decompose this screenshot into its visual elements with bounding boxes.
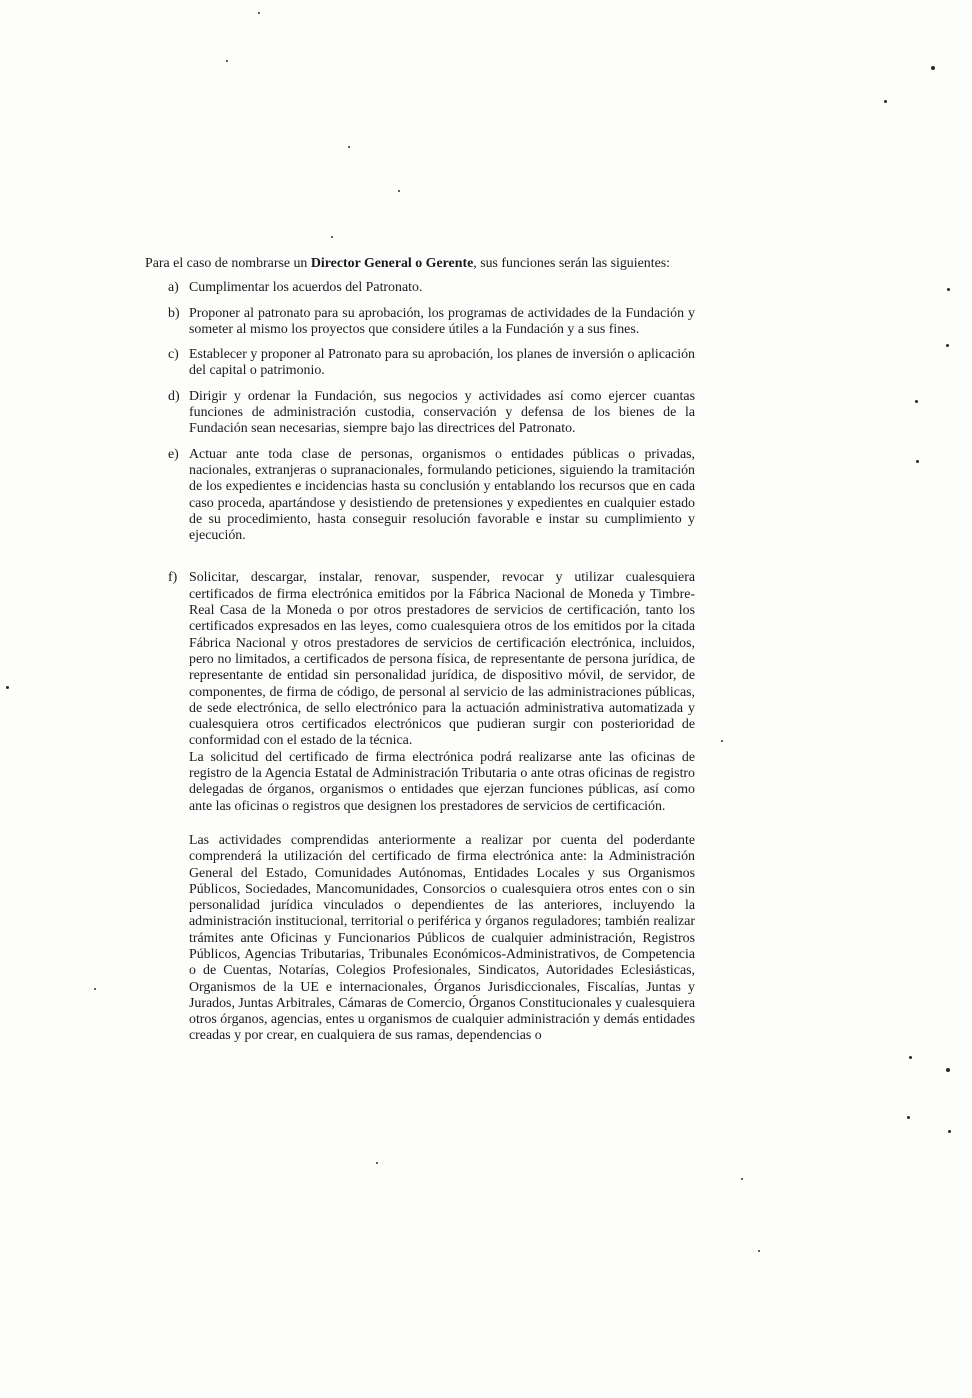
document-body	[145, 256, 695, 1045]
scan-speck	[931, 66, 935, 70]
scan-speck	[6, 686, 9, 689]
intro-paragraph	[145, 256, 695, 272]
list-item-text: Establecer y proponer al Patronato para su aprobación, los planes de inversión o aplicación del capital o patrimonio.	[189, 347, 695, 379]
list-item-letter: f)	[168, 570, 178, 586]
list-item	[145, 306, 695, 339]
list-item	[145, 280, 695, 296]
list-item-text: Actuar ante toda clase de personas, organismos o entidades públicas o privadas, nacionales, extranjeras o supranacionales, formulando peticiones, siguiendo la tramitación de los expedientes e incidencias hasta su conclusión y entablando los recursos que en cada caso proceda, apartándose y desistiendo de pretensiones y expedientes en cualquier estado de su procedimiento, hasta conseguir resolución favorable e instar su cumplimiento y ejecución.	[189, 446, 695, 544]
list-item-text: Dirigir y ordenar la Fundación, sus negocios y actividades así como ejercer cuantas funciones de administración custodia, conservación y defensa de los bienes de la Fundación sean necesarias, siempre bajo las directrices del Patronato.	[189, 388, 695, 437]
scan-speck	[331, 236, 333, 238]
scan-speck	[721, 740, 723, 742]
scan-speck	[258, 12, 260, 14]
functions-list	[145, 280, 695, 749]
certificate-request-paragraph: La solicitud del certificado de firma electrónica podrá realizarse ante las oficinas de registro de la Agencia Estatal de Administración Tributaria o ante otras oficinas de registro delegadas de órganos, organismos o entidades que ejerzan funciones públicas, así como ante las oficinas o registros que designen los prestadores de servicios de certificación.	[189, 749, 695, 814]
scan-speck	[376, 1162, 378, 1164]
list-item	[145, 347, 695, 380]
activities-scope-paragraph: Las actividades comprendidas anteriormente a realizar por cuenta del poderdante comprenderá la utilización del certificado de firma electrónica ante: la Administración General del Estado, Comunidades Autónomas, Entidades Locales y sus Organismos Públicos, Sociedades, Mancomunidades, Consorcios o cualesquiera otros entes con o sin personalidad jurídica vinculados o dependientes de las anteriores, incluyendo la administración institucional, territorial o periférica y órganos reguladores; también realizar trámites ante Oficinas y Funcionarios Públicos de cualquier administración, Registros Públicos, Agencias Tributarias, Tribunales Económicos-Administrativos, de Competencia o de Cuentas, Notarías, Colegios Profesionales, Sindicatos, Autoridades Eclesiásticas, Organismos de la UE e internacionales, Órganos Jurisdiccionales, Fiscalías, Juntas y Jurados, Juntas Arbitrales, Cámaras de Comercio, Órganos Constitucionales y cualesquiera otros órganos, agencias, entes u organismos de cualquier administración y demás entidades creadas y por crear, en cualquiera de sus ramas, dependencias o	[189, 832, 695, 1044]
scan-speck	[94, 988, 96, 990]
list-item-text: Cumplimentar los acuerdos del Patronato.	[189, 280, 423, 296]
list-item	[145, 570, 695, 749]
list-item-text: Proponer al patronato para su aprobación, los programas de actividades de la Fundación y someter al mismo los proyectos que considere útiles a la Fundación y a sus fines.	[189, 305, 695, 337]
list-item-letter: b)	[168, 305, 180, 321]
list-item-letter: e)	[168, 446, 179, 462]
scan-speck	[907, 1116, 910, 1119]
list-item-text: Solicitar, descargar, instalar, renovar, suspender, revocar y utilizar cualesquiera certificados de firma electrónica emitidos por la Fábrica Nacional de Moneda y Timbre-Real Casa de la Moneda o por otros prestadores de servicios de certificación, tanto los certificados expresados en las leyes, como cualesquiera otros de los emitidos por la citada Fábrica Nacional y otros prestadores de servicios de certificación electrónica, incluidos, pero no limitados, a certificados de persona física, de representante de persona jurídica, de representante de entidad sin personalidad jurídica, de dispositivo móvil, de servidor, de componentes, de firma de código, de personal al servicio de las administraciones públicas, de sede electrónica, de sello electrónico para la actuación administrativa automatizada y cualesquiera otros certificados electrónicos que pudieran surgir con posterioridad de conformidad con el estado de la técnica.	[189, 570, 695, 749]
scan-speck	[741, 1178, 743, 1180]
list-item	[145, 447, 695, 545]
scan-speck	[916, 460, 919, 463]
scan-speck	[947, 288, 950, 291]
scan-speck	[348, 146, 350, 148]
list-item-letter: c)	[168, 347, 179, 363]
scan-speck	[226, 60, 228, 62]
scan-speck	[915, 400, 918, 403]
scan-speck	[946, 1068, 950, 1072]
intro-text-start: Para el caso de nombrarse un	[145, 256, 311, 271]
intro-text-end: , sus funciones serán las siguientes:	[473, 256, 670, 271]
list-item	[145, 389, 695, 438]
scan-speck	[758, 1250, 760, 1252]
scan-speck	[884, 100, 887, 103]
scan-speck	[909, 1056, 912, 1059]
list-item-letter: d)	[168, 388, 180, 404]
scan-speck	[948, 1130, 951, 1133]
scan-speck	[946, 344, 949, 347]
intro-role-title: Director General o Gerente	[310, 256, 474, 271]
list-item-letter: a)	[168, 280, 179, 296]
scan-speck	[398, 190, 400, 192]
